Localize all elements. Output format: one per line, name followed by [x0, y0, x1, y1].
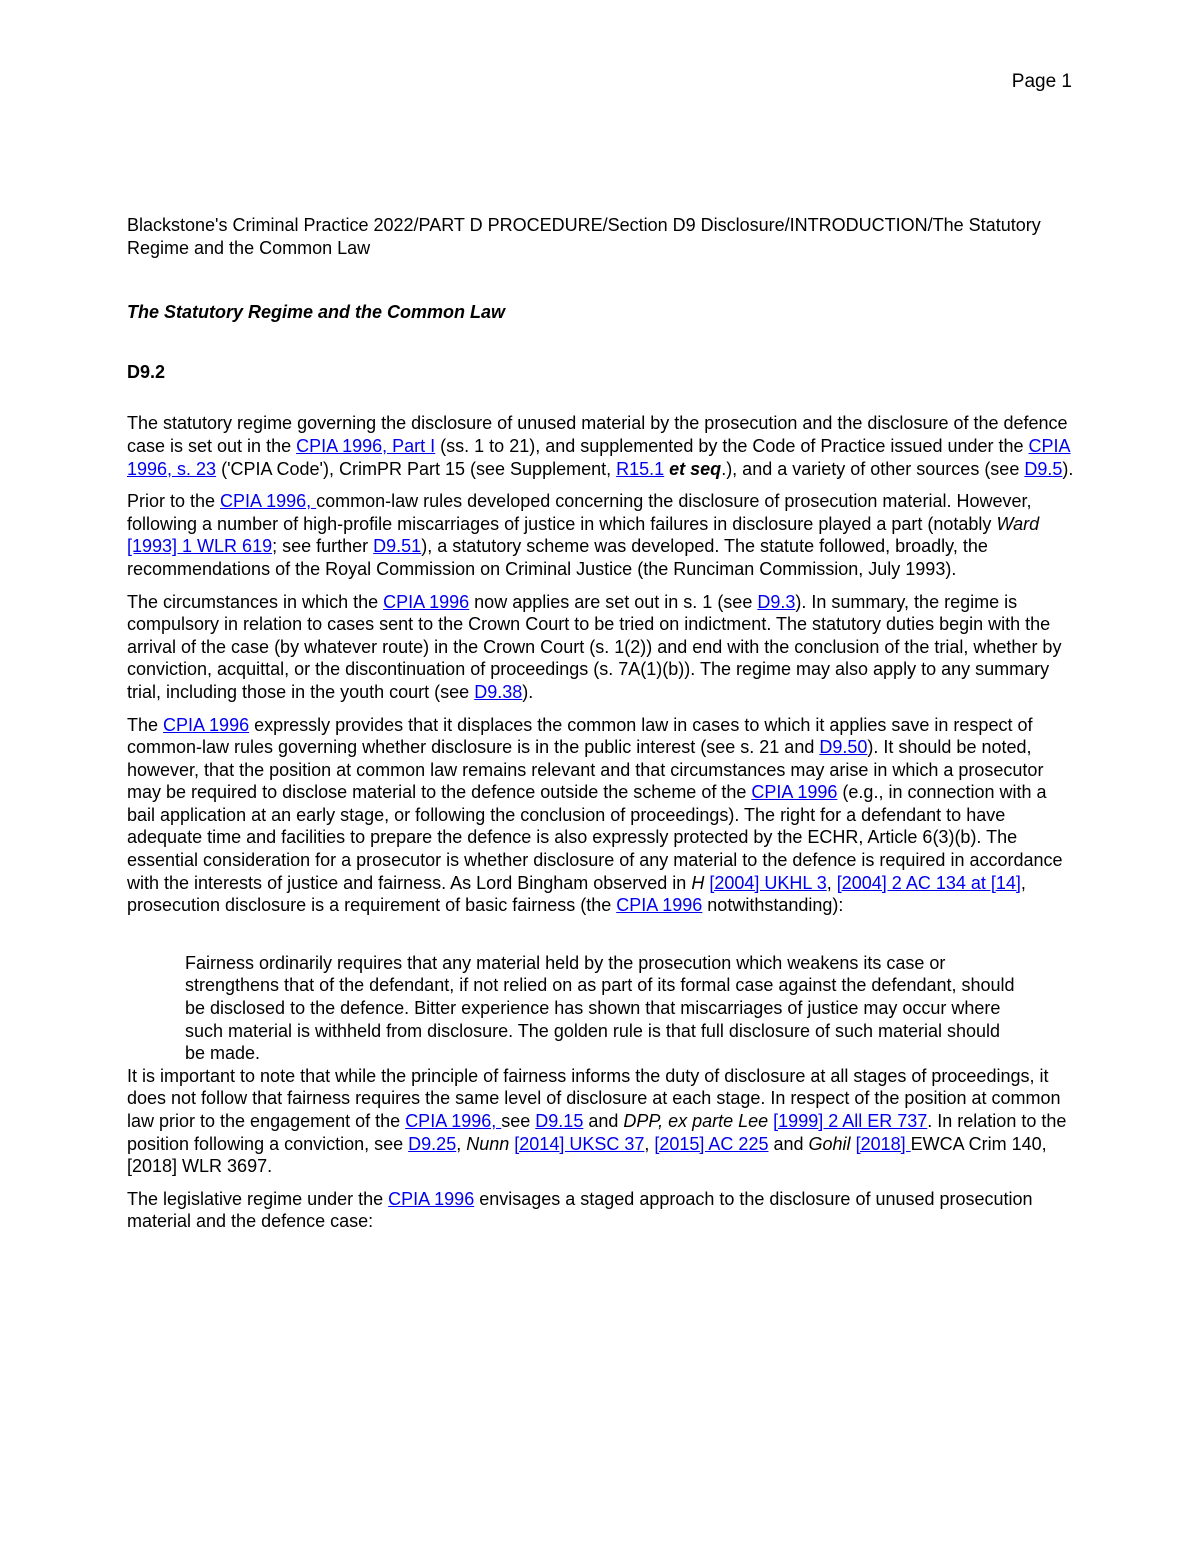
text: , prosecution disclosure is a requirement of basic fairness (the: [127, 872, 1026, 916]
text: common-law rules developed concerning the disclosure of prosecution material. However, following a number of high-profile miscarriages of justice in which failures in disclosure played a part (notably: [127, 491, 1032, 534]
text: ,: [456, 1133, 467, 1154]
text: now applies are set out in s. 1 (see: [469, 591, 758, 612]
document-body: [127, 214, 1075, 1243]
link-d9-51[interactable]: D9.51: [373, 536, 422, 557]
text: The legislative regime under the: [127, 1188, 389, 1209]
link-cpia-1996[interactable]: CPIA 1996: [751, 782, 838, 803]
link-cpia-part-i[interactable]: CPIA 1996, Part I: [296, 435, 436, 456]
text: see: [501, 1111, 536, 1131]
text: and: [583, 1111, 624, 1131]
case-name-ward: Ward: [996, 513, 1040, 534]
link-cpia-1996[interactable]: CPIA 1996,: [220, 491, 317, 512]
text: . In relation to the position following a conviction, see: [127, 1111, 1067, 1154]
link-r15-1[interactable]: R15.1: [616, 458, 665, 479]
case-name-nunn: Nunn: [466, 1133, 510, 1154]
link-2018[interactable]: [2018]: [855, 1133, 911, 1154]
case-name-gohil: Gohil: [808, 1133, 851, 1154]
text: ), a statutory scheme was developed. The statute followed, broadly, the recommendations of the Royal Commission on Criminal Justice (the Runciman Commission, July 1993).: [127, 536, 988, 579]
link-1999-all-er-737[interactable]: [1999] 2 All ER 737: [773, 1111, 928, 1131]
section-title: The Statutory Regime and the Common Law: [127, 302, 506, 323]
link-2015-ac-225[interactable]: [2015] AC 225: [654, 1133, 769, 1154]
link-2004-ukhl-3[interactable]: [2004] UKHL 3: [709, 872, 827, 893]
paragraph-6: [127, 1188, 1075, 1233]
text: (ss. 1 to 21), and supplemented by the Code of Practice issued under the: [435, 435, 1029, 456]
text: ). It should be noted, however, that the position at common law remains relevant and that circumstances may arise in which a prosecutor may be required to disclose material to the defence outside the scheme of the: [127, 737, 1044, 803]
link-cpia-1996[interactable]: CPIA 1996: [163, 714, 250, 735]
text: ,: [644, 1133, 655, 1154]
link-cpia-1996[interactable]: CPIA 1996,: [405, 1111, 502, 1131]
paragraph-3: [127, 591, 1075, 704]
link-d9-25[interactable]: D9.25: [408, 1133, 457, 1154]
text: ).: [1062, 458, 1074, 479]
text: ; see further: [272, 536, 374, 557]
text: The: [127, 714, 164, 735]
text: .), and a variety of other sources (see: [721, 458, 1025, 479]
text: notwithstanding):: [702, 895, 844, 916]
paragraph-5: [127, 1065, 1075, 1178]
link-1993-wlr-619[interactable]: [1993] 1 WLR 619: [127, 536, 273, 557]
link-2014-uksc-37[interactable]: [2014] UKSC 37: [514, 1133, 645, 1154]
link-d9-15[interactable]: D9.15: [535, 1111, 584, 1131]
section-code: D9.2: [127, 361, 166, 382]
text: EWCA Crim 140, [2018] WLR 3697.: [127, 1133, 1047, 1177]
block-quote: Fairness ordinarily requires that any material held by the prosecution which weakens its case or strengthens that of the defendant, if not relied on as part of its formal case against the defendant, should be disclosed to the defence. Bitter experience has shown that miscarriages of justice may occur where such material is withheld from disclosure. The golden rule is that full disclosure of such material should be made.: [185, 952, 1015, 1064]
text: ).: [522, 681, 534, 702]
case-name-h: H: [691, 872, 705, 893]
link-d9-3[interactable]: D9.3: [757, 591, 796, 612]
paragraph-1: [127, 412, 1075, 480]
breadcrumb: Blackstone's Criminal Practice 2022/PART D PROCEDURE/Section D9 Disclosure/INTRODUCTION/The Statutory Regime and the Common Law: [127, 215, 1041, 258]
text: It is important to note that while the principle of fairness informs the duty of disclosure at all stages of proceedings, it does not follow that fairness requires the same level of disclosure at each stage. In respect of the position at common law prior to the engagement of the: [127, 1065, 1061, 1131]
link-2004-2-ac-134[interactable]: [2004] 2 AC 134 at [14]: [836, 872, 1021, 893]
text: Prior to the: [127, 491, 221, 512]
link-cpia-1996[interactable]: CPIA 1996: [616, 895, 703, 916]
text: and: [768, 1133, 809, 1154]
text: ). In summary, the regime is compulsory in relation to cases sent to the Crown Court to be tried on indictment. The statutory duties begin with the arrival of the case (by whatever route) in the Crown Court (s. 1(2)) and end with the conclusion of the trial, whether by conviction, acquittal, or the discontinuation of proceedings (s. 7A(1)(b)). The regime may also apply to any summary trial, including those in the youth court (see: [127, 591, 1062, 702]
link-cpia-s23[interactable]: CPIA 1996, s. 23: [127, 435, 1071, 479]
link-d9-50[interactable]: D9.50: [819, 737, 868, 758]
text: The circumstances in which the: [127, 591, 384, 612]
link-cpia-1996[interactable]: CPIA 1996: [383, 591, 470, 612]
paragraph-2: [127, 490, 1075, 580]
link-cpia-1996[interactable]: CPIA 1996: [388, 1188, 475, 1209]
text: The statutory regime governing the disclosure of unused material by the prosecution and the disclosure of the defence case is set out in the: [127, 413, 1068, 456]
et-seq: et seq: [664, 458, 722, 479]
text: envisages a staged approach to the disclosure of unused prosecution material and the defence case:: [127, 1188, 1033, 1232]
text: ('CPIA Code'), CrimPR Part 15 (see Supplement,: [216, 458, 617, 479]
paragraph-4: [127, 714, 1075, 917]
page-number: Page 1: [1011, 71, 1072, 92]
text: (e.g., in connection with a bail application at an early stage, or following the conclusion of proceedings). The right for a defendant to have adequate time and facilities to prepare the defence is also expressly protected by the ECHR, Article 6(3)(b). The essential consideration for a prosecutor is whether disclosure of any material to the defence is required in accordance with the interests of justice and fairness. As Lord Bingham observed in: [127, 782, 1063, 893]
link-d9-5[interactable]: D9.5: [1024, 458, 1063, 479]
case-name-dpp-lee: DPP, ex parte Lee: [623, 1111, 769, 1131]
link-d9-38[interactable]: D9.38: [474, 681, 523, 702]
text: ,: [826, 872, 837, 893]
text: expressly provides that it displaces the common law in cases to which it applies save in respect of common-law rules governing whether disclosure is in the public interest (see s. 21 and: [127, 714, 1033, 758]
